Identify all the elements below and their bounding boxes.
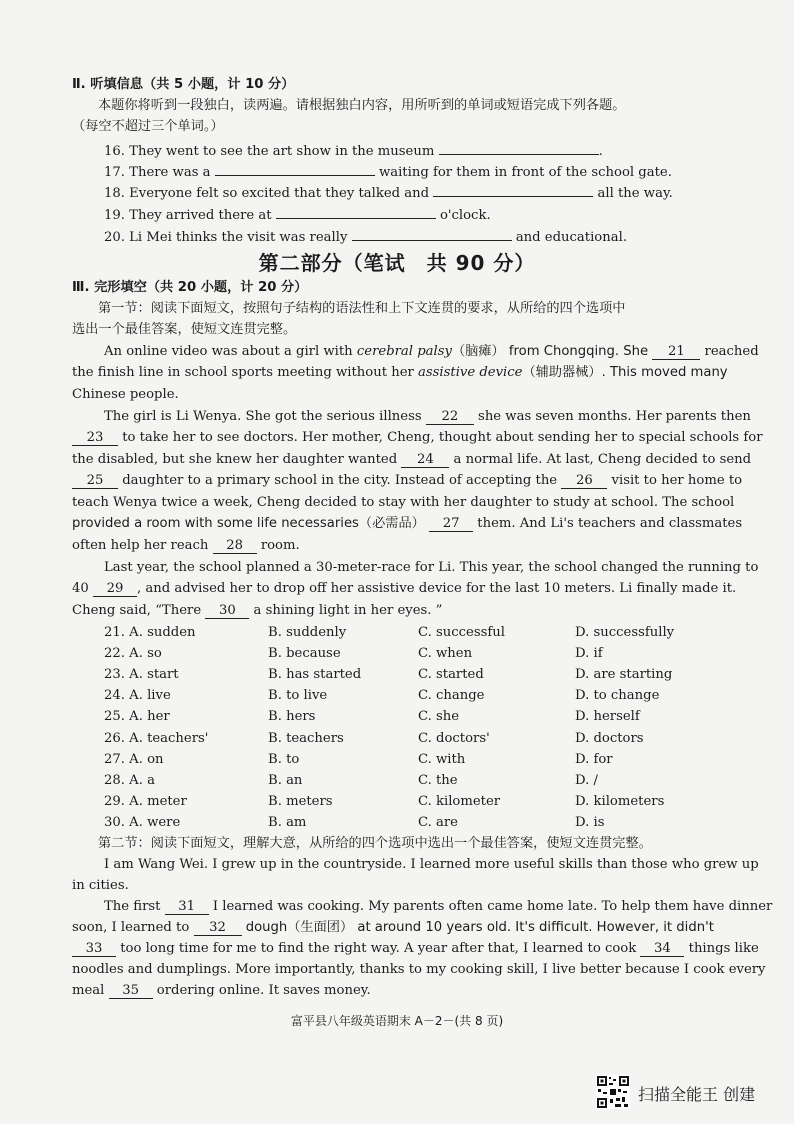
p1-line1 xyxy=(104,343,759,361)
option-21-B: B. suddenly xyxy=(268,625,347,640)
option-30-B: B. am xyxy=(268,814,307,830)
p1-line3: Chinese people. xyxy=(72,387,179,402)
option-29-B: B. meters xyxy=(268,793,333,809)
option-30-D: D. is xyxy=(575,814,605,830)
q2-l5-b: ordering online. It saves money. xyxy=(156,983,371,998)
blank-33[interactable]: 33 xyxy=(72,941,116,957)
blank-31[interactable]: 31 xyxy=(165,899,209,915)
q2-l5-a: meal xyxy=(72,983,105,998)
q17-text: 17. There was a xyxy=(104,165,211,180)
p3-l3-b: a shining light in her eyes. ” xyxy=(253,603,443,618)
p2-line5: teach Wenya twice a week, Cheng decided to stay with her daughter to study at school. The school xyxy=(72,495,735,510)
option-22-C: C. when xyxy=(418,646,473,662)
q17 xyxy=(104,161,672,182)
p1-l1-italic: cerebral palsy xyxy=(356,344,452,359)
p1-l2-a: the finish line in school sports meeting without her xyxy=(72,365,414,380)
p3-line1: Last year, the school planned a 30-meter-race for Li. This year, the school changed the running to xyxy=(104,560,759,575)
q18-text: 18. Everyone felt so excited that they talked and xyxy=(104,186,430,201)
option-26-A: 26. A. teachers' xyxy=(104,730,209,746)
scanner-watermark: 扫描全能王 创建 xyxy=(638,1085,756,1104)
option-23-A: 23. A. start xyxy=(104,667,179,683)
p1-l2-c: （辅助器械）. This moved many xyxy=(522,365,728,380)
q18 xyxy=(104,182,673,203)
p2-l6-b: them. And Li's teachers and classmates xyxy=(477,516,743,531)
option-21-C: C. successful xyxy=(418,625,505,640)
option-28-C: C. the xyxy=(418,772,458,788)
blank-30[interactable]: 30 xyxy=(205,603,249,619)
option-24-B: B. to live xyxy=(268,688,328,704)
option-27-B: B. to xyxy=(268,751,300,767)
q16-end: . xyxy=(598,144,603,159)
q19-end: o'clock. xyxy=(439,208,491,223)
q19-text: 19. They arrived there at xyxy=(104,208,272,223)
p1-l2-italic: assistive device xyxy=(418,365,523,380)
q2-l1-a: The first xyxy=(104,899,161,914)
q16 xyxy=(104,140,603,161)
option-23-D: D. are starting xyxy=(575,667,673,683)
part2-title: 第二部分（笔试 共 90 分） xyxy=(258,251,536,275)
p1-l1-c: （脑瘫） from Chongqing. She xyxy=(451,344,649,359)
blank-25[interactable]: 25 xyxy=(72,473,118,489)
p3-line3 xyxy=(72,602,442,620)
option-25-B: B. hers xyxy=(268,709,316,725)
p1-line2 xyxy=(72,364,728,382)
blank-26[interactable]: 26 xyxy=(561,473,607,489)
q20 xyxy=(104,226,627,247)
option-24-D: D. to change xyxy=(575,688,660,704)
p3-l3-a: Cheng said, “There xyxy=(72,603,202,618)
option-22-A: 22. A. so xyxy=(104,646,162,662)
q-para1-line2: in cities. xyxy=(72,878,129,893)
option-23-B: B. has started xyxy=(268,667,362,683)
p3-l2-a: 40 xyxy=(72,581,89,596)
q19-blank[interactable] xyxy=(276,204,436,219)
p2-line1 xyxy=(104,408,751,426)
blank-28[interactable]: 28 xyxy=(213,538,257,554)
q-para2-line1 xyxy=(104,898,772,916)
p2-line4 xyxy=(72,472,742,490)
option-27-C: C. with xyxy=(418,751,466,767)
p2-l7-b: room. xyxy=(260,538,300,553)
q20-end: and educational. xyxy=(515,230,628,245)
option-24-A: 24. A. live xyxy=(104,688,171,704)
option-30-C: C. are xyxy=(418,814,458,830)
option-29-D: D. kilometers xyxy=(575,793,665,809)
option-26-B: B. teachers xyxy=(268,730,344,746)
option-26-D: D. doctors xyxy=(575,730,644,746)
p2-line3 xyxy=(72,451,751,469)
p2-l2-a: to take her to see doctors. Her mother, Cheng, thought about sending her to special schools for xyxy=(122,430,763,445)
blank-27[interactable]: 27 xyxy=(429,516,473,532)
option-25-D: D. herself xyxy=(575,709,640,725)
p2-l4-a: daughter to a primary school in the city. Instead of accepting the xyxy=(122,473,558,488)
p2-l1-a: The girl is Li Wenya. She got the serious illness xyxy=(104,409,422,424)
section3-sub1-1: 第一节：阅读下面短文，按照句子结构的语法性和上下文连贯的要求，从所给的四个选项中 xyxy=(98,301,626,316)
section3-sub2: 第二节：阅读下面短文，理解大意，从所给的四个选项中选出一个最佳答案，使短文连贯完整。 xyxy=(98,836,652,851)
p2-line2 xyxy=(72,429,763,447)
option-29-C: C. kilometer xyxy=(418,793,501,809)
blank-22[interactable]: 22 xyxy=(426,409,474,425)
q16-text: 16. They went to see the art show in the museum xyxy=(104,144,435,159)
q18-blank[interactable] xyxy=(433,182,593,197)
option-29-A: 29. A. meter xyxy=(104,793,187,809)
option-25-C: C. she xyxy=(418,709,460,725)
section2-heading: Ⅱ. 听填信息（共 5 小题，计 10 分） xyxy=(72,77,295,92)
q17-blank[interactable] xyxy=(215,161,375,176)
blank-23[interactable]: 23 xyxy=(72,430,118,446)
blank-32[interactable]: 32 xyxy=(194,920,242,936)
option-28-B: B. an xyxy=(268,772,303,788)
p2-line7 xyxy=(72,537,300,555)
option-27-D: D. for xyxy=(575,751,613,767)
blank-35[interactable]: 35 xyxy=(109,983,153,999)
option-28-A: 28. A. a xyxy=(104,772,155,788)
q-para2-line2 xyxy=(72,919,714,937)
option-22-D: D. if xyxy=(575,646,603,662)
q-para1-line1: I am Wang Wei. I grew up in the countryside. I learned more useful skills than those who grew up xyxy=(104,857,759,872)
p2-l6-a: provided a room with some life necessaries（必需品） xyxy=(72,516,425,531)
blank-21[interactable]: 21 xyxy=(652,344,700,360)
q16-blank[interactable] xyxy=(439,140,599,155)
option-21-D: D. successfully xyxy=(575,625,675,640)
p2-line6 xyxy=(72,515,742,533)
option-22-B: B. because xyxy=(268,646,341,662)
p1-l1-d: reached xyxy=(704,344,759,359)
page-footer: 富平县八年级英语期末 A－2－(共 8 页) xyxy=(290,1014,504,1028)
p3-l2-b: , and advised her to drop off her assistive device for the last 10 meters. Li finally made it. xyxy=(136,581,737,596)
blank-24[interactable]: 24 xyxy=(401,452,449,468)
q20-blank[interactable] xyxy=(352,226,512,241)
q19 xyxy=(104,204,491,225)
p2-l7-a: often help her reach xyxy=(72,538,209,553)
section2-instruction-1: 本题你将听到一段独白，读两遍。请根据独白内容，用所听到的单词或短语完成下列各题。 xyxy=(98,98,626,113)
q20-text: 20. Li Mei thinks the visit was really xyxy=(104,230,348,245)
p2-l3-a: the disabled, but she knew her daughter wanted xyxy=(72,452,398,467)
qr-code-icon xyxy=(596,1075,630,1109)
section2-instruction-2: （每空不超过三个单词。） xyxy=(72,119,224,134)
option-26-C: C. doctors' xyxy=(418,730,490,746)
q2-l1-b: I learned was cooking. My parents often came home late. To help them have dinner xyxy=(212,899,773,914)
p1-l1-a: An online video was about a girl with xyxy=(104,344,353,359)
p2-l3-b: a normal life. At last, Cheng decided to send xyxy=(453,452,752,467)
q2-l3-a: too long time for me to find the right way. A year after that, I learned to cook xyxy=(120,941,637,956)
blank-34[interactable]: 34 xyxy=(640,941,684,957)
option-24-C: C. change xyxy=(418,688,485,704)
option-30-A: 30. A. were xyxy=(104,814,181,830)
option-21-A: 21. A. sudden xyxy=(104,625,196,640)
option-27-A: 27. A. on xyxy=(104,751,164,767)
p2-l1-b: she was seven months. Her parents then xyxy=(478,409,751,424)
q18-end: all the way. xyxy=(597,186,673,201)
q-para2-line5 xyxy=(72,982,371,1000)
p2-l4-b: visit to her home to xyxy=(611,473,743,488)
q17-end: waiting for them in front of the school gate. xyxy=(378,165,672,180)
q-para2-line3 xyxy=(72,940,759,958)
option-25-A: 25. A. her xyxy=(104,709,170,725)
p3-line2 xyxy=(72,580,736,598)
q-para2-line4: noodles and dumplings. More importantly, thanks to my cooking skill, I live better because I cook every xyxy=(72,962,766,977)
q2-l2-a: soon, I learned to xyxy=(72,920,190,935)
option-28-D: D. / xyxy=(575,772,598,788)
section3-heading: Ⅲ. 完形填空（共 20 小题，计 20 分） xyxy=(72,280,308,295)
section3-sub1-2: 选出一个最佳答案，使短文连贯完整。 xyxy=(72,322,297,337)
q2-l2-b: dough（生面团） at around 10 years old. It's difficult. However, it didn't xyxy=(245,920,714,935)
q2-l3-b: things like xyxy=(688,941,759,956)
blank-29[interactable]: 29 xyxy=(93,581,137,597)
option-23-C: C. started xyxy=(418,667,484,683)
